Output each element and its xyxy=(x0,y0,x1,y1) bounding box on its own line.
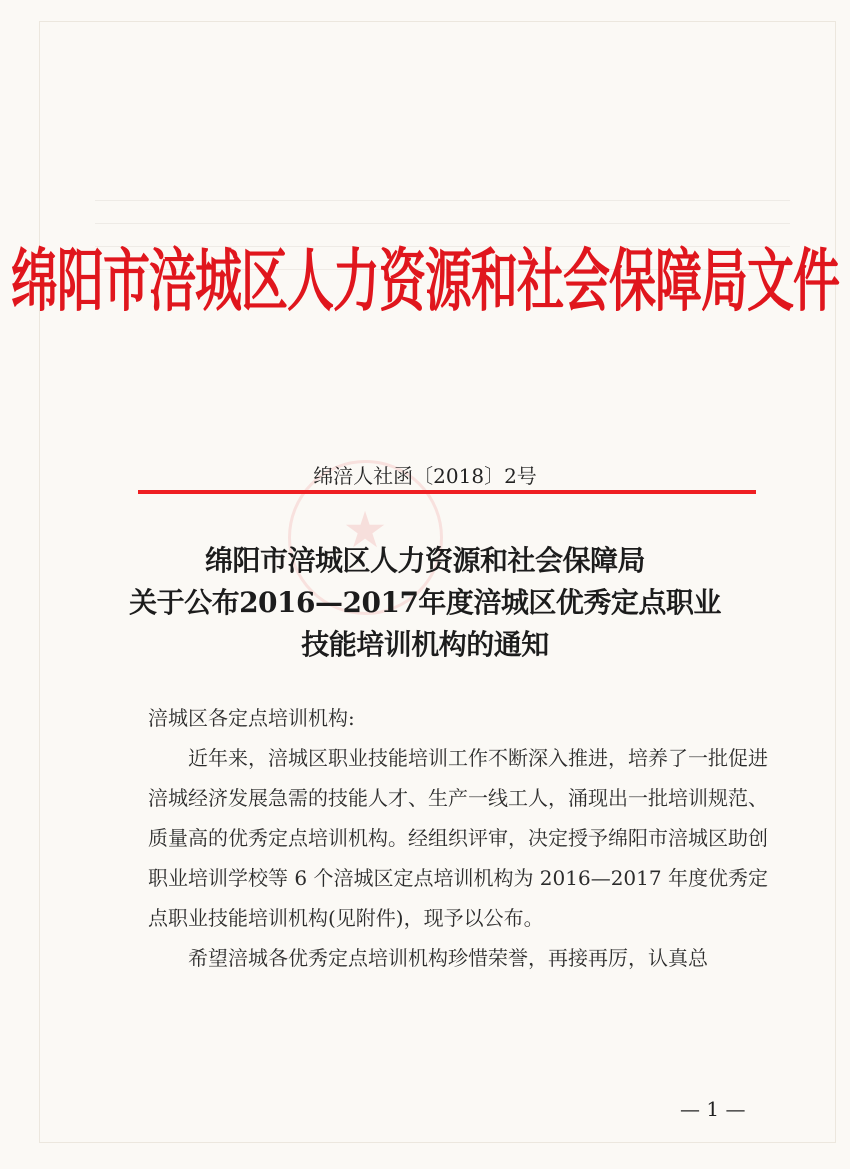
salutation: 涪城区各定点培训机构: xyxy=(148,706,355,730)
notice-body xyxy=(148,698,768,978)
document-header-title: 绵阳市涪城区人力资源和社会保障局文件 xyxy=(11,242,839,322)
paragraph-1: 近年来，涪城区职业技能培训工作不断深入推进，培养了一批促进涪城经济发展急需的技能人才、生产一线工人，涌现出一批培训规范、质量高的优秀定点培训机构。经组织评审，决定授予绵阳市涪城区助创职业培训学校等 6 个涪城区定点培训机构为 2016—2017 年度优秀定点职业技能培训机构(见附件)，现予以公布。 xyxy=(148,746,768,930)
seal-star-icon: ★ xyxy=(342,501,388,559)
page-number: — 1 — xyxy=(680,1097,746,1121)
notice-title-line-1: 绵阳市涪城区人力资源和社会保障局 xyxy=(204,544,645,577)
document-number: 绵涪人社函〔2018〕2号 xyxy=(313,464,537,488)
notice-title-line-2: 关于公布2016—2017年度涪城区优秀定点职业 xyxy=(129,586,721,619)
red-divider-line xyxy=(138,490,756,494)
notice-title-line-3: 技能培训机构的通知 xyxy=(301,628,549,661)
notice-title xyxy=(0,540,850,666)
paragraph-2: 希望涪城各优秀定点培训机构珍惜荣誉，再接再厉，认真总 xyxy=(188,946,708,970)
